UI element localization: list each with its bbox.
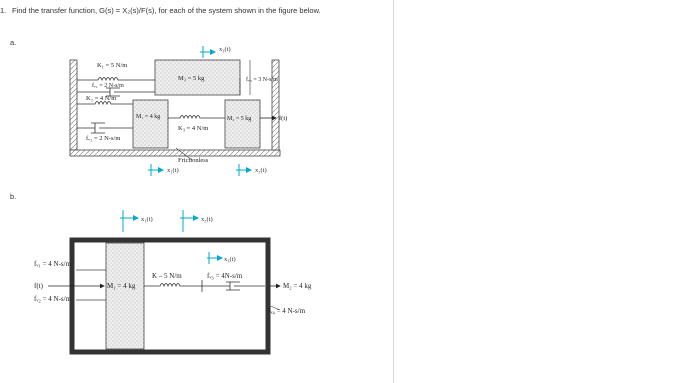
- label-frictionless: Frictionless: [178, 157, 209, 164]
- label-m2-b: M₂ = 4 kg: [283, 282, 312, 290]
- part-b-label: b.: [10, 192, 17, 201]
- label-x1-a: x₁(t): [167, 167, 179, 174]
- ground: [70, 150, 280, 156]
- question-number: 1.: [0, 6, 7, 15]
- label-x3: x₃(t): [219, 46, 231, 53]
- label-fv1-b: fᵥ₁ = 4 N-s/m: [34, 260, 72, 268]
- mass-m2: [225, 100, 260, 148]
- frame: [72, 240, 268, 352]
- label-fv4-b: fᵥ₄ = 4 N-s/m: [268, 307, 306, 315]
- figure-a: [70, 46, 287, 176]
- label-m3: M₃ = 5 kg: [178, 75, 205, 82]
- figure-b: [34, 210, 312, 352]
- label-k3: K₃ = 4 N/m: [178, 125, 209, 132]
- label-fv2: fᵥ₂ = 2 N-s/m: [86, 135, 121, 142]
- label-force-b: f(t): [34, 282, 43, 290]
- mass-m1-b: [106, 243, 144, 349]
- label-k2: K₂ = 4 N/m: [86, 95, 117, 102]
- label-fv3: fᵥ₃ = 3 N-s/m: [246, 77, 278, 83]
- label-fv3-b: fᵥ₃ = 4N-s/m: [207, 272, 243, 280]
- spring-k-b: [144, 284, 200, 287]
- label-fv2-b: fᵥ₂ = 4 N-s/m: [34, 295, 72, 303]
- label-m1-b: M₁ = 4 kg: [107, 282, 136, 290]
- damper-fv2: [77, 123, 133, 133]
- damper-fv3-b: [200, 282, 265, 290]
- question-text: Find the transfer function, G(s) = X₂(s)/F(s), for each of the system shown in the figure below.: [12, 6, 321, 15]
- right-wall: [272, 60, 279, 150]
- label-k1: K₁ = 5 N/m: [97, 62, 128, 69]
- spring-k3: [168, 116, 225, 119]
- label-x1-b: x₁(t): [141, 216, 153, 223]
- left-wall: [70, 60, 77, 150]
- label-x2-b: x₂(t): [201, 216, 213, 223]
- part-a-label: a.: [10, 38, 17, 47]
- mass-m1: [133, 100, 168, 148]
- label-fv1: fᵥ₁ = 2 N-s/m: [92, 83, 124, 89]
- label-m1: M₁ = 4 kg: [136, 114, 161, 120]
- label-k-b: K – 5 N/m: [152, 272, 182, 280]
- label-m2: M₂ = 5 kg: [227, 116, 252, 122]
- label-force-a: f(t): [279, 115, 288, 122]
- label-x3-b: x₃(t): [224, 256, 236, 263]
- spring-k1: [77, 78, 155, 81]
- label-x2-a: x₂(t): [255, 167, 267, 174]
